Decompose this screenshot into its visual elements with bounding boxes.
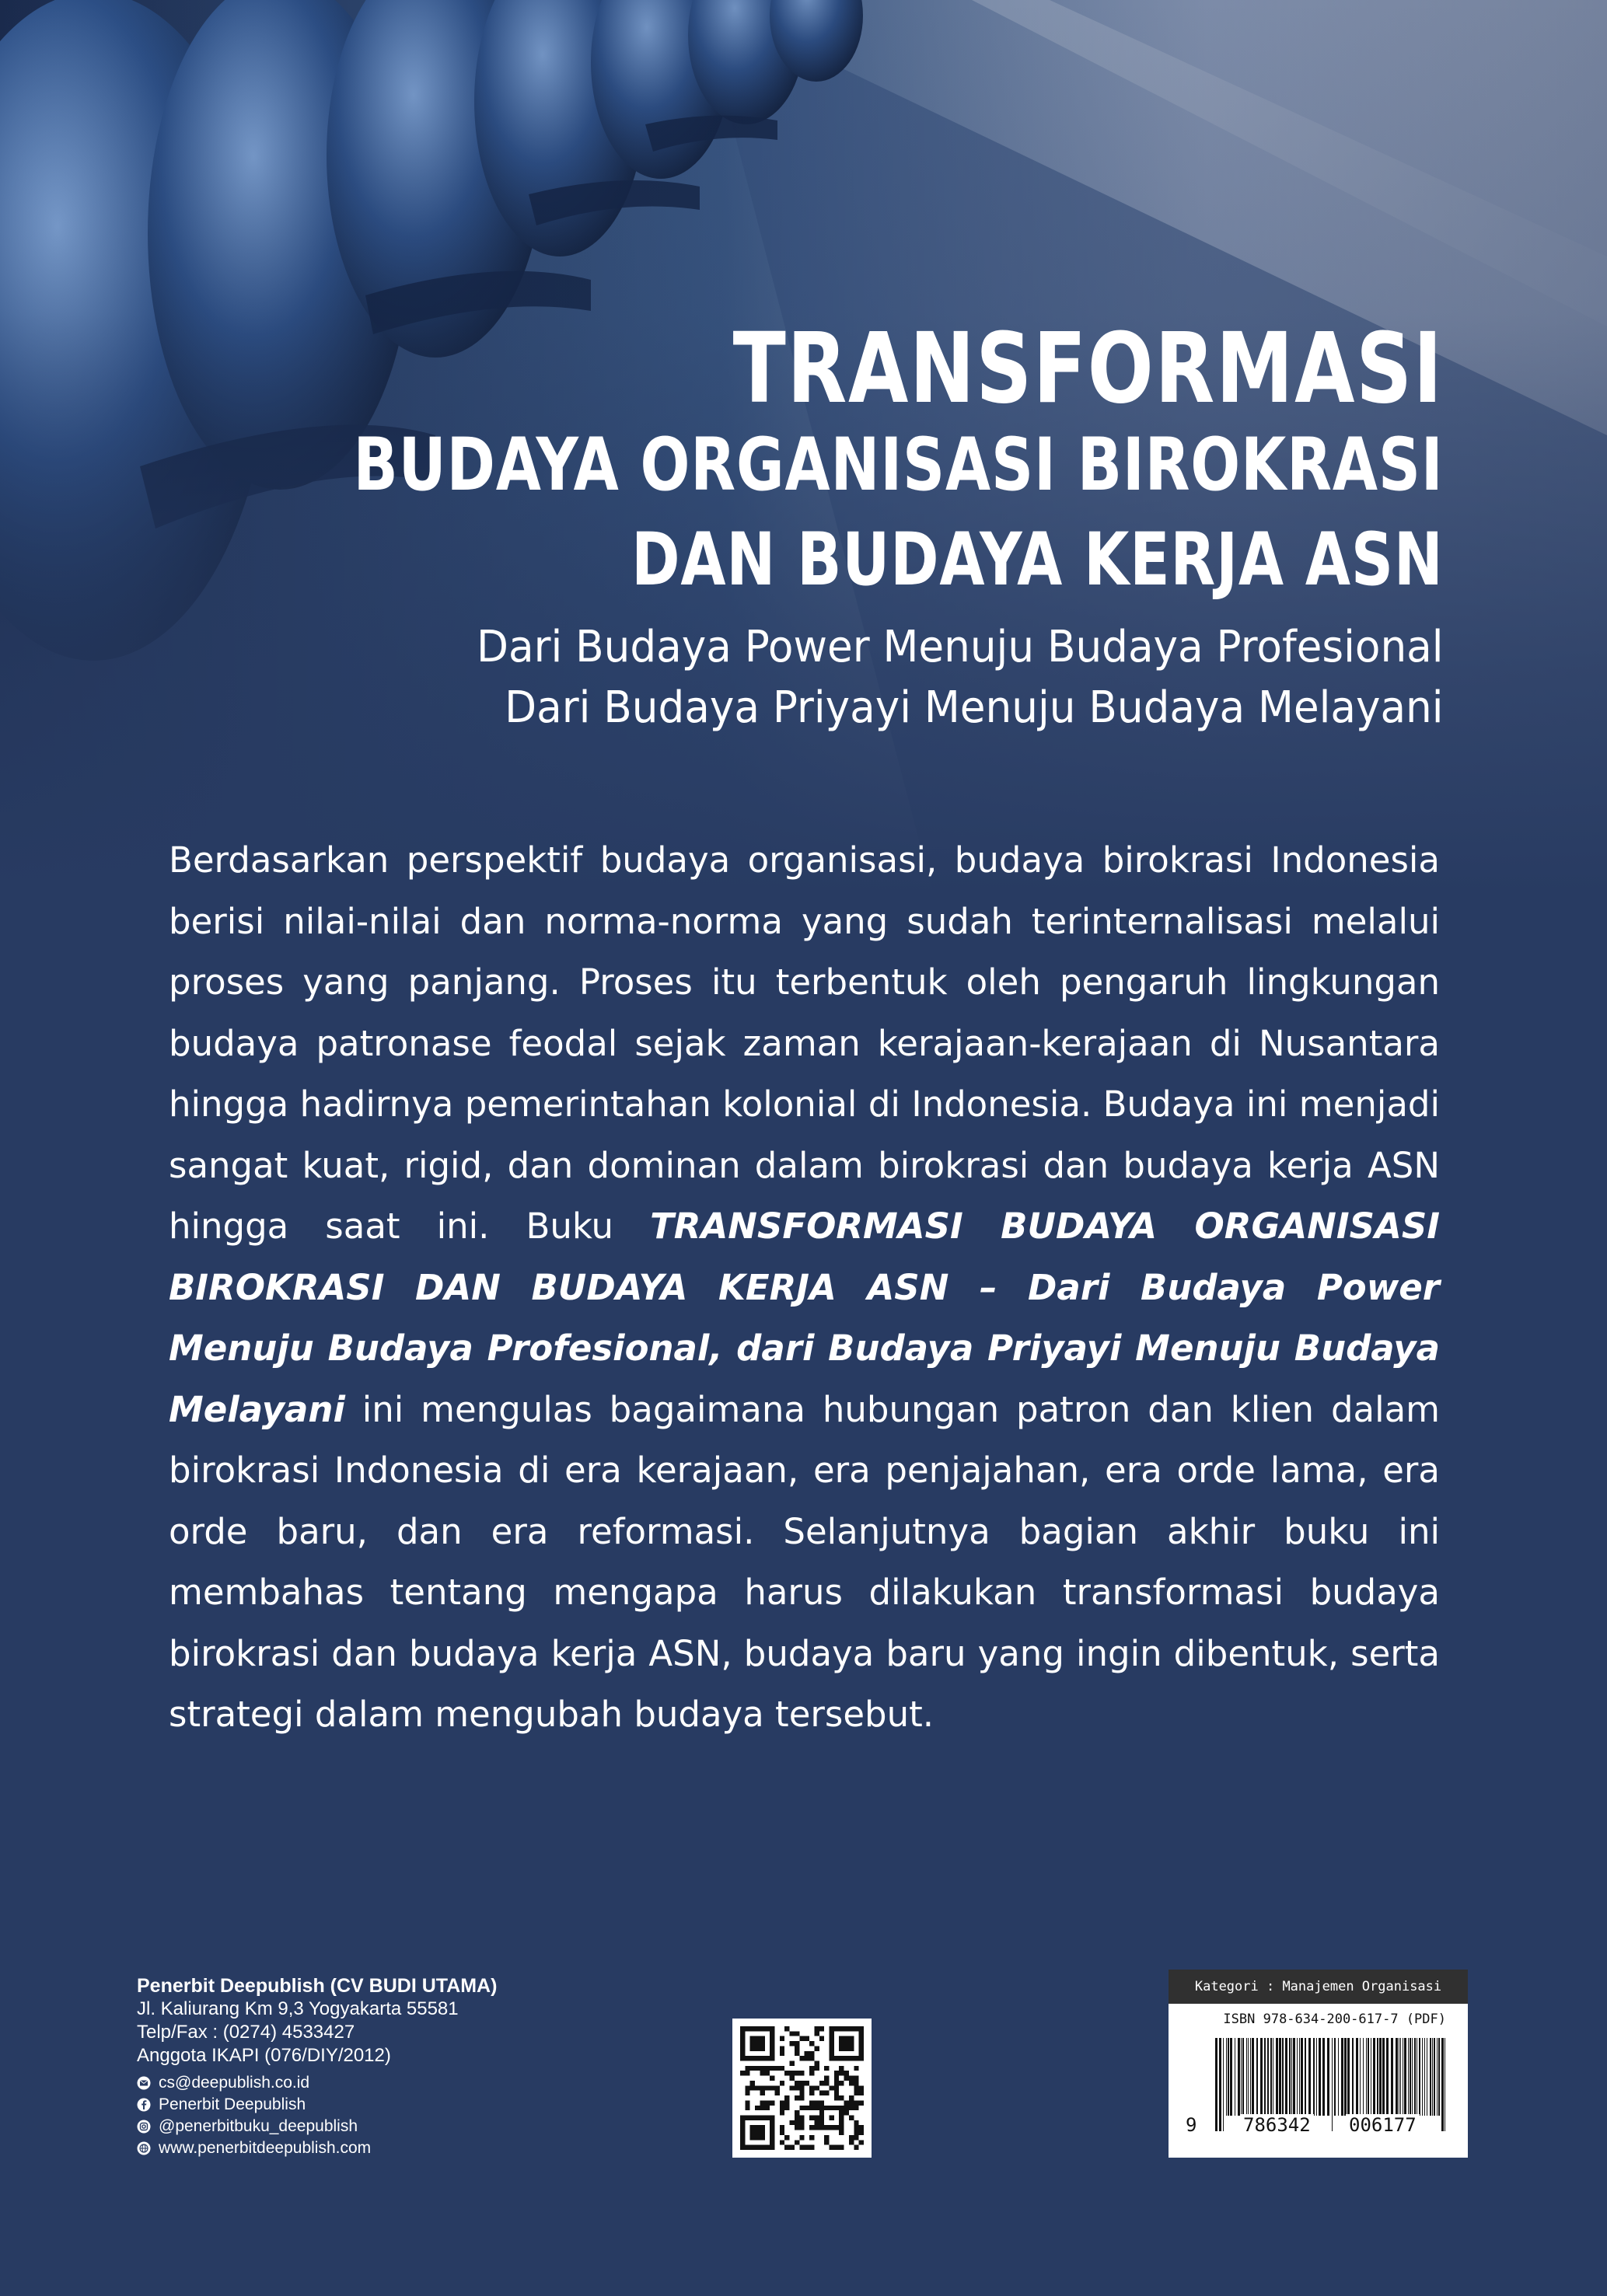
- synopsis-intro: Berdasarkan perspektif budaya organisasi, budaya birokrasi Indonesia berisi nilai-nilai dan norma-norma yang sudah terinternalisasi melalui proses yang panjang. Proses itu terbentuk oleh pengaruh lingkungan budaya patronase feodal sejak zaman kerajaan-kerajaan di Nusantara hingga hadirnya pemerintahan kolonial di Indonesia. Budaya ini menjadi sangat kuat, rigid, dan dominan dalam birokrasi dan budaya kerja ASN hingga saat ini. Buku: [169, 839, 1440, 1247]
- globe-icon: [137, 2141, 151, 2155]
- title-main: TRANSFORMASI: [733, 312, 1444, 425]
- contact-instagram: [137, 2116, 497, 2137]
- title-sub-line2: DAN BUDAYA KERJA ASN: [631, 518, 1444, 602]
- synopsis-rest: ini mengulas bagaimana hubungan patron dan klien dalam birokrasi Indonesia di era kerajaan, era penjajahan, era orde lama, era orde baru, dan era reformasi. Selanjutnya bagian akhir buku ini membahas tentang mengapa harus dilakukan transformasi budaya birokrasi dan budaya kerja ASN, budaya baru yang ingin dibentuk, serta strategi dalam mengubah budaya tersebut.: [169, 1388, 1440, 1735]
- tagline-2: Dari Budaya Priyayi Menuju Budaya Melayani: [505, 682, 1444, 733]
- qr-code: [732, 2019, 872, 2158]
- isbn-number: ISBN 978-634-200-617-7 (PDF): [1223, 2012, 1446, 2027]
- facebook-icon: [137, 2098, 151, 2112]
- synopsis-book-title: TRANSFORMASI BUDAYA ORGANISASI BIROKRASI DAN BUDAYA KERJA ASN – Dari Budaya Power Menuju Budaya Profesional, dari Budaya Priyayi Menuju Budaya Melayani: [169, 1206, 1441, 1430]
- publisher-ikapi: Anggota IKAPI (076/DIY/2012): [137, 2045, 391, 2066]
- publisher-address: Jl. Kaliurang Km 9,3 Yogyakarta 55581: [137, 1998, 459, 2019]
- publisher-info: [137, 1974, 497, 2159]
- website-text: www.penerbitdeepublish.com: [159, 2139, 372, 2157]
- facebook-text: Penerbit Deepublish: [159, 2095, 306, 2113]
- qr-code-pattern: [740, 2026, 864, 2150]
- synopsis-paragraph: [169, 830, 1440, 1746]
- publisher-name: Penerbit Deepublish (CV BUDI UTAMA): [137, 1975, 498, 1997]
- email-icon: [137, 2076, 151, 2090]
- title-sub-line1: BUDAYA ORGANISASI BIROKRASI: [353, 423, 1444, 508]
- instagram-icon: [137, 2120, 151, 2134]
- contact-facebook: [137, 2094, 497, 2116]
- contact-email: [137, 2072, 497, 2094]
- email-text: cs@deepublish.co.id: [159, 2074, 310, 2092]
- instagram-text: @penerbitbuku_deepublish: [159, 2117, 358, 2135]
- title-block: [81, 311, 1444, 738]
- tagline-1: Dari Budaya Power Menuju Budaya Profesional: [477, 622, 1444, 672]
- barcode-digits-mid: 786342: [1240, 2114, 1314, 2136]
- publisher-phone: Telp/Fax : (0274) 4533427: [137, 2022, 355, 2043]
- category-label: Kategori : Manajemen Organisasi: [1169, 1970, 1468, 2004]
- contact-website: [137, 2137, 497, 2159]
- barcode-digit-left: 9: [1186, 2114, 1197, 2136]
- barcode-digits-right: 006177: [1346, 2114, 1420, 2136]
- isbn-box: [1169, 1970, 1468, 2158]
